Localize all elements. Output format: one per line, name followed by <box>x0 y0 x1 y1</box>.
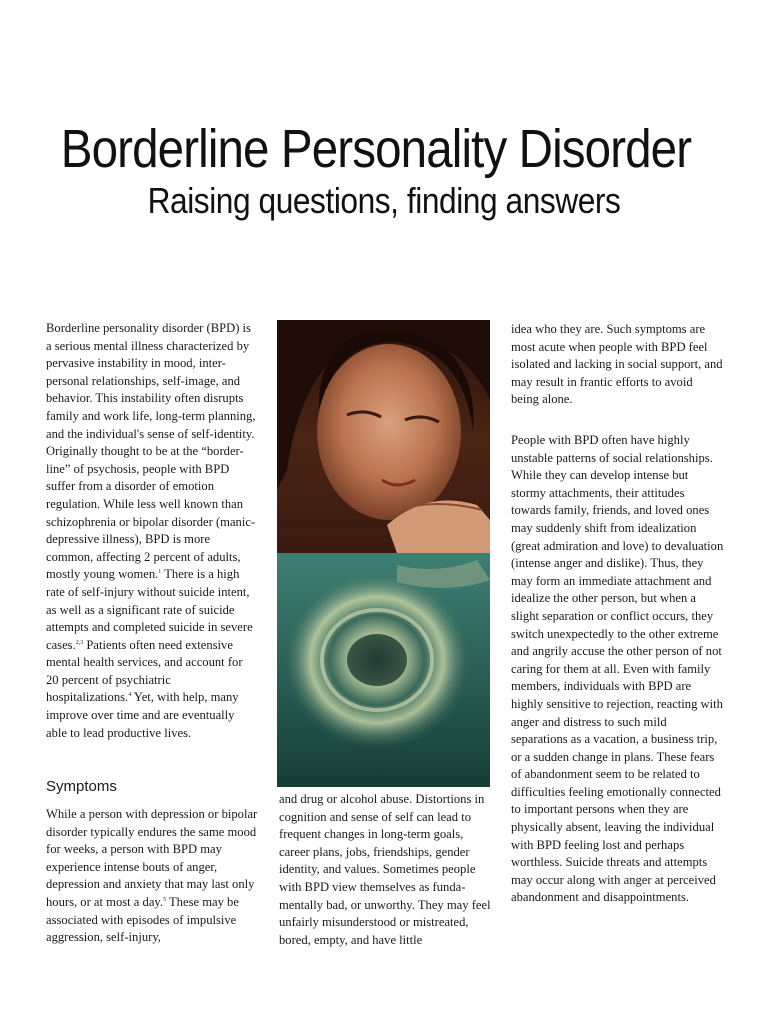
footnote-ref: 5 <box>163 896 167 903</box>
footnote-ref: 1 <box>158 569 162 576</box>
right-paragraph-2: People with BPD often have highly unstable patterns of social relationships. While they can develop intense but stormy attachments, their attitudes towards family, friends, and loved ones may suddenly shift from idealization (great admiration and love) to devaluation (intense anger and dislike). Thus, they may form an immediate attachment and idealize the other person, but when a slight separation or conflict occurs, they switch unexpectedly to the other extreme and angrily accuse the other person of not caring for them at all. Even with family members, individuals with BPD are highly sensitive to rejection, reacting with anger and distress to such mild separations as a vacation, a business trip, or a sudden change in plans. These fears of abandonment seem to be related to difficulties feeling emotionally connected to important persons when they are physically absent, leaving the individual with BPD feeling lost and perhaps worthless. Suicide threats and attempts may occur along with anger at perceived abandonment and disappointments. <box>511 433 724 905</box>
intro-text-4: Yet, with help, many improve over time and are eventually able to lead productive lives. <box>46 690 239 740</box>
right-column-bottom <box>511 432 725 907</box>
symptoms-column <box>46 806 258 947</box>
symptoms-text-2: These may be associated with episodes of impulsive aggression, self-injury, <box>46 894 239 945</box>
page-title: Borderline Personality Disorder <box>60 119 692 179</box>
page-subtitle: Raising questions, finding answers <box>147 180 621 221</box>
right-column-top <box>511 321 723 409</box>
footnote-ref: 4 <box>128 692 132 699</box>
intro-text-2: There is a high rate of self-injury without suicide intent, as well as a significant rate of suicide attempts and completed suicide in severe cases. <box>46 567 253 652</box>
intro-text-3: Patients often need extensive mental health services, and account for 20 percent of psychiatric hospitalizations. <box>46 637 243 705</box>
symptoms-paragraph <box>46 806 258 947</box>
intro-text-1: Borderline personality disorder (BPD) is a serious mental illness characterized by pervasive instability in mood, inter-personal relationships, self-image, and behavior. This instability often disrupts family and work life, long-term planning, and the individual's sense of self-identity. Originally thought to be at the “border-line” of psychosis, people with BPD suffer from a disorder of emotion regulation. While less well known than schizophrenia or bipolar disorder (manic-depressive illness), BPD is more common, affecting 2 percent of adults, mostly young women. <box>46 321 256 582</box>
symptoms-heading: Symptoms <box>46 778 117 795</box>
continuation-paragraph: and drug or alcohol abuse. Distortions in cognition and sense of self can lead to frequent changes in long-term goals, career plans, jobs, friendships, gender identity, and values. Sometimes people with BPD view themselves as fundamentally bad, or unworthy. They may feel unfairly misunderstood or mistreated, bored, empty, and have little <box>279 792 491 947</box>
continuation-column <box>279 791 491 949</box>
right-paragraph-1: idea who they are. Such symptoms are most acute when people with BPD feel isolated and lacking in social support, and may result in frantic efforts to avoid being alone. <box>511 322 723 407</box>
intro-paragraph <box>46 320 258 742</box>
intro-column <box>46 320 258 742</box>
woman-reflection-photo <box>277 320 490 787</box>
footnote-ref: 2,3 <box>75 639 84 646</box>
symptoms-text-1: While a person with depression or bipolar disorder typically endures the same mood for weeks, a person with BPD may experience intense bouts of anger, depression and anxiety that may last only hours, or at most a day. <box>46 807 258 909</box>
